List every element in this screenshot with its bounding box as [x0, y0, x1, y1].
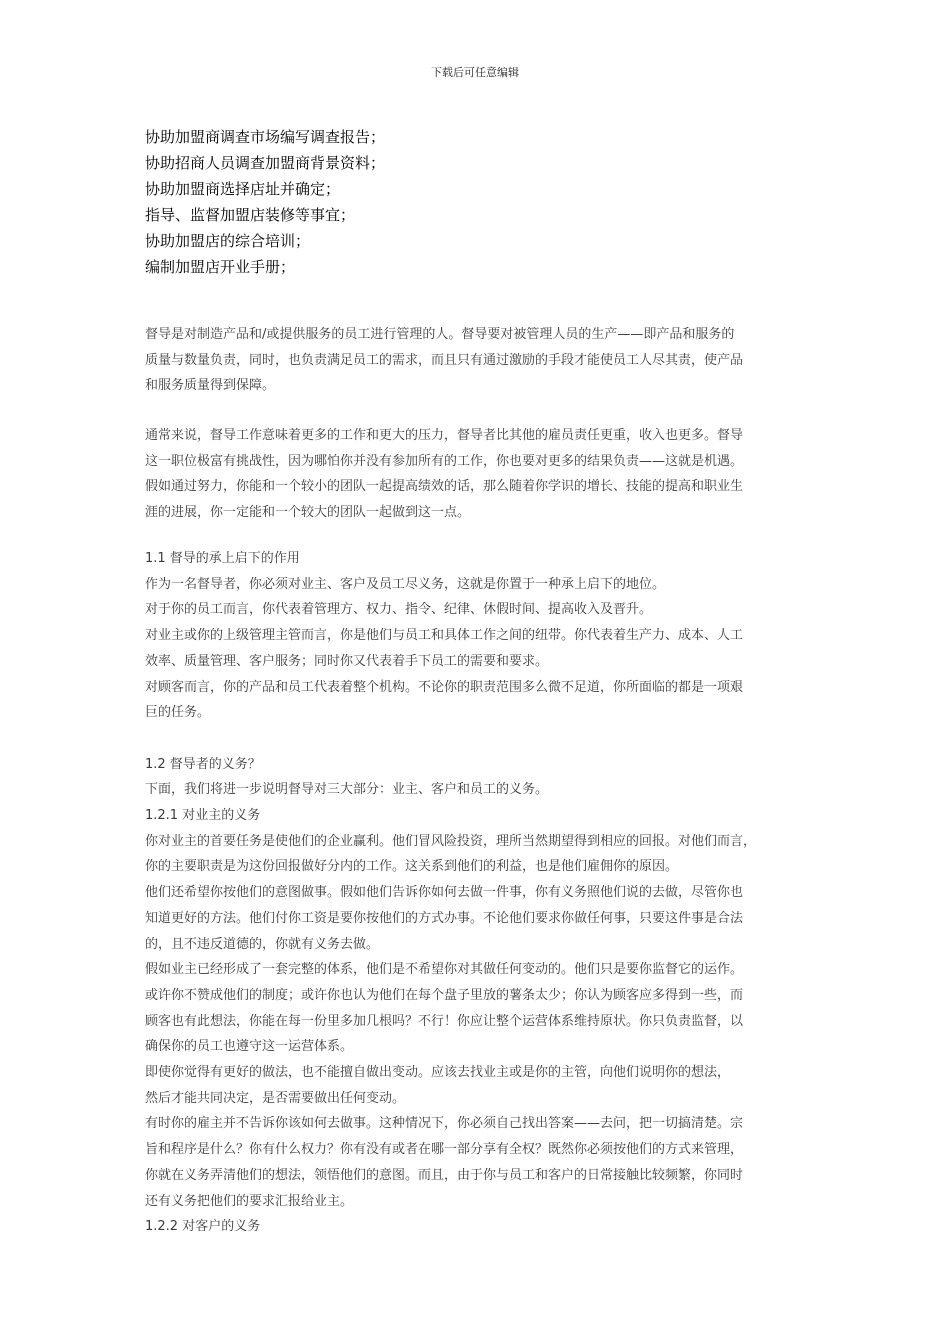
text-line: 的，且不违反道德的，你就有义务去做。 — [145, 936, 380, 952]
text-line: 你的主要职责是为这份回报做好分内的工作。这关系到他们的利益，也是他们雇佣你的原因。 — [145, 859, 679, 875]
text-line: 和服务质量得到保障。 — [145, 378, 276, 394]
text-line: 有时你的雇主并不告诉你该如何去做事。这种情况下，你必须自己找出答案——去问，把一切搞清楚。宗 — [145, 1116, 744, 1132]
blank-line — [145, 726, 813, 752]
text-line: 还有义务把他们的要求汇报给业主。 — [145, 1193, 354, 1209]
intro-paragraph-2 — [145, 423, 813, 526]
text-line: 巨的任务。 — [145, 705, 211, 721]
section-heading-1-1: 1.1 督导的承上启下的作用 — [145, 551, 300, 566]
text-line: 通常来说，督导工作意味着更多的工作和更大的压力，督导者比其他的雇员责任更重，收入也更多。督导 — [145, 428, 744, 443]
text-line: 对于你的员工而言，你代表着管理方、权力、指令、纪律、休假时间、提高收入及晋升。 — [145, 602, 653, 618]
text-line: 他们还希望你按他们的意图做事。假如他们告诉你如何去做一件事，你有义务照他们说的去做，尽管你也 — [145, 885, 744, 901]
text-line: 旨和程序是什么？你有什么权力？你有没有或者在哪一部分享有全权？既然你必须按他们的方式来管理， — [145, 1142, 744, 1158]
text-line: 知道更好的方法。他们付你工资是要你按他们的方式办事。不论他们要求你做任何事，只要这件事是合法 — [145, 910, 744, 926]
text-line: 假如通过努力，你能和一个较小的团队一起提高绩效的话，那么随着你学识的增长、技能的提高和职业生 — [145, 479, 744, 495]
task-list — [145, 124, 825, 280]
sections-body — [145, 546, 813, 1240]
list-item: 协助招商人员调查加盟商背景资料； — [145, 154, 386, 172]
text-line: 作为一名督导者，你必须对业主、客户及员工尽义务，这就是你置于一种承上启下的地位。 — [145, 576, 666, 592]
text-line: 或许你不赞成他们的制度；或许你也认为他们在每个盘子里放的薯条太少；你认为顾客应多得到一些，而 — [145, 987, 744, 1003]
list-item: 编制加盟店开业手册； — [145, 258, 296, 276]
text-line: 确保你的员工也遵守这一运营体系。 — [145, 1039, 354, 1055]
text-line: 对顾客而言，你的产品和员工代表着整个机构。不论你的职责范围多么微不足道，你所面临的都是一项艰 — [145, 679, 744, 695]
list-item: 指导、监督加盟店装修等事宜； — [145, 206, 356, 224]
list-item: 协助加盟店的综合培训； — [145, 232, 311, 250]
section-heading-1-2-1: 1.2.1 对业主的义务 — [145, 808, 261, 824]
intro-paragraph-1 — [145, 322, 813, 399]
text-line: 你就在义务弄清他们的想法，领悟他们的意图。而且，由于你与员工和客户的日常接触比较频繁，你同时 — [145, 1167, 744, 1183]
section-heading-1-2: 1.2 督导者的义务？ — [145, 756, 261, 772]
text-line: 下面，我们将进一步说明督导对三大部分：业主、客户和员工的义务。 — [145, 782, 549, 798]
text-line: 假如业主已经形成了一套完整的体系，他们是不希望你对其做任何变动的。他们只是要你监督它的运作。 — [145, 962, 744, 978]
page-header: 下载后可任意编辑 — [431, 66, 519, 79]
text-line: 这一职位极富有挑战性，因为哪怕你并没有参加所有的工作，你也要对更多的结果负责——这就是机遇。 — [145, 453, 744, 469]
text-line: 涯的进展，你一定能和一个较大的团队一起做到这一点。 — [145, 505, 471, 521]
text-line: 然后才能共同决定，是否需要做出任何变动。 — [145, 1090, 406, 1106]
text-line: 你对业主的首要任务是使他们的企业赢利。他们冒风险投资，理所当然期望得到相应的回报。对他们而言， — [145, 833, 757, 849]
text-line: 即使你觉得有更好的做法，也不能擅自做出变动。应该去找业主或是你的主管，向他们说明你的想法， — [145, 1065, 731, 1081]
text-line: 顾客也有此想法，你能在每一份里多加几根吗？不行！你应让整个运营体系维持原状。你只负责监督，以 — [145, 1013, 744, 1029]
text-line: 质量与数量负责，同时，也负责满足员工的需求，而且只有通过激励的手段才能使员工人尽其责，使产品 — [145, 352, 744, 368]
list-item: 协助加盟商选择店址并确定； — [145, 180, 341, 198]
text-line: 督导是对制造产品和/或提供服务的员工进行管理的人。督导要对被管理人员的生产——即产品和服务的 — [145, 327, 735, 342]
text-line: 对业主或你的上级管理主管而言，你是他们与员工和具体工作之间的纽带。你代表着生产力、成本、人工 — [145, 628, 744, 644]
text-line: 效率、质量管理、客户服务；同时你又代表着手下员工的需要和要求。 — [145, 653, 549, 669]
section-heading-1-2-2: 1.2.2 对客户的义务 — [145, 1219, 261, 1235]
list-item: 协助加盟商调查市场编写调查报告； — [145, 128, 386, 146]
